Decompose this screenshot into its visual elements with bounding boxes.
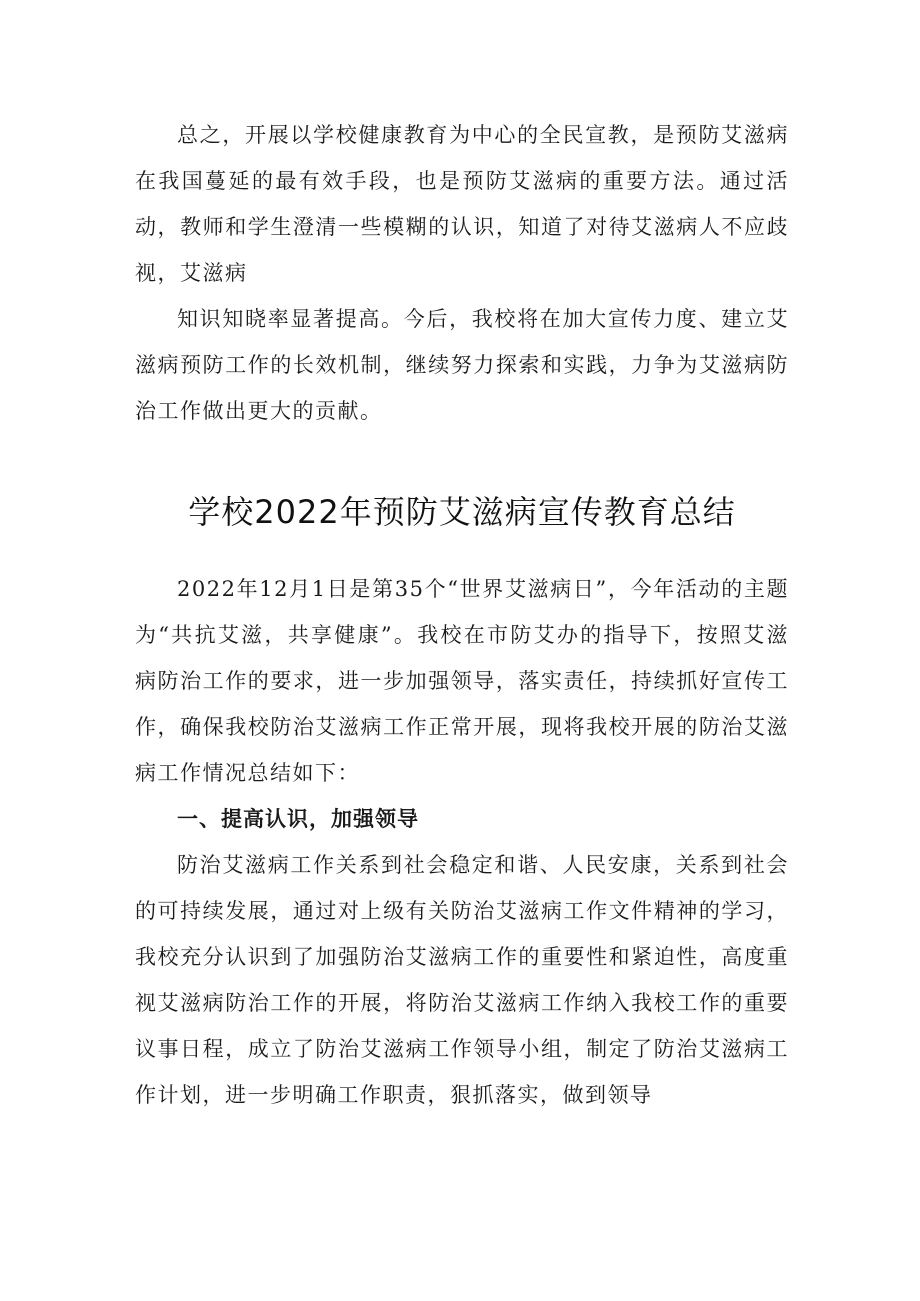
document-page [135,112,789,1118]
document-title: 学校2022年预防艾滋病宣传教育总结 [188,493,736,531]
paragraph-section-1: 防治艾滋病工作关系到社会稳定和谐、人民安康，关系到社会的可持续发展，通过对上级有关防治艾滋病工作文件精神的学习，我校充分认识到了加强防治艾滋病工作的重要性和紧迫性，高度重视艾滋病防治工作的开展，将防治艾滋病工作纳入我校工作的重要议事日程，成立了防治艾滋病工作领导小组，制定了防治艾滋病工作计划，进一步明确工作职责，狠抓落实，做到领导 [135,853,789,1107]
section-heading-1: 一、提高认识，加强领导 [177,807,419,831]
paragraph-conclusion: 总之，开展以学校健康教育为中心的全民宣教，是预防艾滋病在我国蔓延的最有效手段，也是预防艾滋病的重要方法。通过活动，教师和学生澄清一些模糊的认识，知道了对待艾滋病人不应歧视，艾滋病 [135,123,789,285]
paragraph-intro: 2022年12月1日是第35个“世界艾滋病日”，今年活动的主题为“共抗艾滋，共享健康”。我校在市防艾办的指导下，按照艾滋病防治工作的要求，进一步加强领导，落实责任，持续抓好宣传工作，确保我校防治艾滋病工作正常开展，现将我校开展的防治艾滋病工作情况总结如下： [135,577,789,785]
paragraph-future-plans: 知识知晓率显著提高。今后，我校将在加大宣传力度、建立艾滋病预防工作的长效机制，继续努力探索和实践，力争为艾滋病防治工作做出更大的贡献。 [135,307,789,423]
